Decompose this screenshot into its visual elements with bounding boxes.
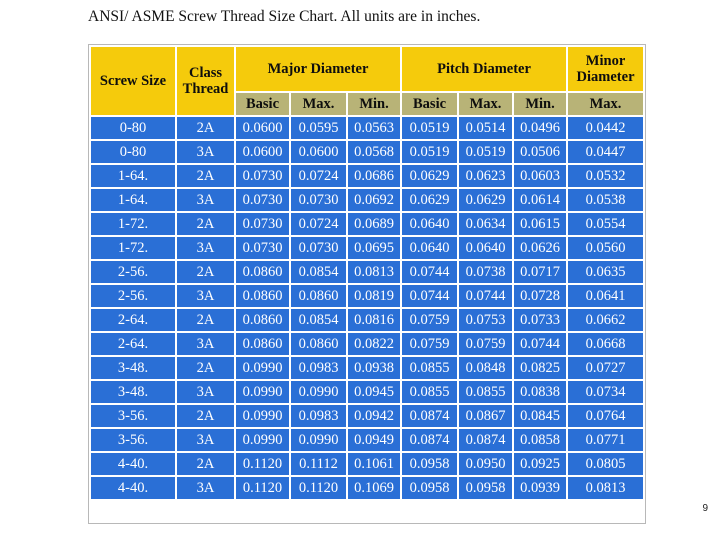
cell-major-min: 0.0945 xyxy=(348,381,400,403)
header-screw-size: Screw Size xyxy=(91,47,175,115)
cell-screw-size: 1-64. xyxy=(91,189,175,211)
chart-caption: ANSI/ ASME Screw Thread Size Chart. All units are in inches. xyxy=(88,8,481,25)
cell-screw-size: 1-72. xyxy=(91,237,175,259)
table-row xyxy=(91,453,643,475)
cell-major-basic: 0.0860 xyxy=(236,333,289,355)
cell-pitch-basic: 0.0874 xyxy=(402,405,457,427)
cell-major-basic: 0.1120 xyxy=(236,477,289,499)
cell-screw-size: 4-40. xyxy=(91,477,175,499)
table-row xyxy=(91,309,643,331)
cell-class-thread: 2A xyxy=(177,261,234,283)
table-row xyxy=(91,141,643,163)
cell-screw-size: 0-80 xyxy=(91,117,175,139)
cell-screw-size: 1-72. xyxy=(91,213,175,235)
cell-pitch-min: 0.0615 xyxy=(514,213,566,235)
cell-major-basic: 0.0730 xyxy=(236,237,289,259)
cell-minor-max: 0.0532 xyxy=(568,165,643,187)
cell-class-thread: 3A xyxy=(177,477,234,499)
table-row xyxy=(91,117,643,139)
subheader-major-basic: Basic xyxy=(236,93,289,115)
table-row xyxy=(91,285,643,307)
cell-pitch-min: 0.0728 xyxy=(514,285,566,307)
cell-pitch-min: 0.0496 xyxy=(514,117,566,139)
cell-minor-max: 0.0447 xyxy=(568,141,643,163)
subheader-major-min: Min. xyxy=(348,93,400,115)
cell-pitch-basic: 0.0855 xyxy=(402,381,457,403)
cell-major-basic: 0.0600 xyxy=(236,117,289,139)
cell-screw-size: 3-56. xyxy=(91,429,175,451)
cell-minor-max: 0.0727 xyxy=(568,357,643,379)
cell-pitch-min: 0.0845 xyxy=(514,405,566,427)
cell-class-thread: 2A xyxy=(177,357,234,379)
cell-class-thread: 2A xyxy=(177,405,234,427)
table-row xyxy=(91,189,643,211)
cell-major-max: 0.0990 xyxy=(291,381,346,403)
cell-class-thread: 3A xyxy=(177,141,234,163)
cell-class-thread: 2A xyxy=(177,309,234,331)
cell-pitch-min: 0.0744 xyxy=(514,333,566,355)
cell-class-thread: 3A xyxy=(177,189,234,211)
subheader-pitch-min: Min. xyxy=(514,93,566,115)
cell-major-min: 0.0938 xyxy=(348,357,400,379)
cell-pitch-min: 0.0603 xyxy=(514,165,566,187)
table-row xyxy=(91,165,643,187)
cell-pitch-basic: 0.0744 xyxy=(402,261,457,283)
cell-pitch-basic: 0.0519 xyxy=(402,117,457,139)
table-row xyxy=(91,237,643,259)
cell-screw-size: 4-40. xyxy=(91,453,175,475)
cell-pitch-max: 0.0744 xyxy=(459,285,512,307)
cell-pitch-max: 0.0867 xyxy=(459,405,512,427)
header-minor-diameter: Minor Diameter xyxy=(568,47,643,91)
cell-screw-size: 3-48. xyxy=(91,357,175,379)
cell-major-basic: 0.0600 xyxy=(236,141,289,163)
cell-minor-max: 0.0662 xyxy=(568,309,643,331)
table-row xyxy=(91,213,643,235)
cell-pitch-basic: 0.0519 xyxy=(402,141,457,163)
table-row xyxy=(91,477,643,499)
cell-screw-size: 3-56. xyxy=(91,405,175,427)
cell-pitch-min: 0.0925 xyxy=(514,453,566,475)
cell-major-basic: 0.0860 xyxy=(236,309,289,331)
cell-class-thread: 2A xyxy=(177,117,234,139)
cell-minor-max: 0.0641 xyxy=(568,285,643,307)
table-row xyxy=(91,381,643,403)
subheader-pitch-basic: Basic xyxy=(402,93,457,115)
cell-class-thread: 2A xyxy=(177,453,234,475)
cell-pitch-min: 0.0626 xyxy=(514,237,566,259)
cell-pitch-max: 0.0640 xyxy=(459,237,512,259)
table-row xyxy=(91,357,643,379)
cell-major-max: 0.0983 xyxy=(291,405,346,427)
cell-pitch-min: 0.0614 xyxy=(514,189,566,211)
cell-major-min: 0.0695 xyxy=(348,237,400,259)
cell-pitch-basic: 0.0759 xyxy=(402,309,457,331)
cell-pitch-min: 0.0506 xyxy=(514,141,566,163)
page-number: 9 xyxy=(702,503,708,514)
cell-minor-max: 0.0538 xyxy=(568,189,643,211)
cell-screw-size: 2-56. xyxy=(91,285,175,307)
cell-minor-max: 0.0560 xyxy=(568,237,643,259)
cell-pitch-max: 0.0629 xyxy=(459,189,512,211)
cell-pitch-max: 0.0950 xyxy=(459,453,512,475)
cell-minor-max: 0.0668 xyxy=(568,333,643,355)
cell-major-min: 0.0819 xyxy=(348,285,400,307)
cell-pitch-basic: 0.0744 xyxy=(402,285,457,307)
cell-major-min: 0.0813 xyxy=(348,261,400,283)
cell-screw-size: 3-48. xyxy=(91,381,175,403)
cell-major-max: 0.0724 xyxy=(291,213,346,235)
cell-pitch-max: 0.0759 xyxy=(459,333,512,355)
cell-pitch-max: 0.0514 xyxy=(459,117,512,139)
cell-pitch-basic: 0.0874 xyxy=(402,429,457,451)
cell-major-basic: 0.0860 xyxy=(236,285,289,307)
cell-pitch-basic: 0.0640 xyxy=(402,213,457,235)
cell-pitch-basic: 0.0855 xyxy=(402,357,457,379)
cell-pitch-basic: 0.0629 xyxy=(402,165,457,187)
cell-major-basic: 0.0990 xyxy=(236,405,289,427)
cell-minor-max: 0.0635 xyxy=(568,261,643,283)
cell-pitch-basic: 0.0759 xyxy=(402,333,457,355)
cell-pitch-basic: 0.0958 xyxy=(402,477,457,499)
cell-major-basic: 0.0990 xyxy=(236,357,289,379)
cell-major-min: 0.0692 xyxy=(348,189,400,211)
cell-major-min: 0.0563 xyxy=(348,117,400,139)
cell-major-min: 0.0942 xyxy=(348,405,400,427)
table-row xyxy=(91,405,643,427)
cell-pitch-max: 0.0848 xyxy=(459,357,512,379)
cell-class-thread: 3A xyxy=(177,429,234,451)
cell-screw-size: 0-80 xyxy=(91,141,175,163)
cell-major-basic: 0.0730 xyxy=(236,189,289,211)
cell-pitch-max: 0.0519 xyxy=(459,141,512,163)
cell-pitch-max: 0.0623 xyxy=(459,165,512,187)
cell-major-basic: 0.1120 xyxy=(236,453,289,475)
table-row xyxy=(91,333,643,355)
cell-pitch-basic: 0.0629 xyxy=(402,189,457,211)
cell-minor-max: 0.0554 xyxy=(568,213,643,235)
cell-pitch-max: 0.0634 xyxy=(459,213,512,235)
cell-pitch-max: 0.0874 xyxy=(459,429,512,451)
table-row xyxy=(91,261,643,283)
cell-screw-size: 2-64. xyxy=(91,333,175,355)
cell-pitch-min: 0.0733 xyxy=(514,309,566,331)
cell-major-max: 0.0730 xyxy=(291,189,346,211)
cell-pitch-max: 0.0753 xyxy=(459,309,512,331)
cell-major-max: 0.0990 xyxy=(291,429,346,451)
cell-pitch-min: 0.0939 xyxy=(514,477,566,499)
cell-major-min: 0.0686 xyxy=(348,165,400,187)
thread-size-table-container xyxy=(88,44,646,524)
cell-major-max: 0.0854 xyxy=(291,309,346,331)
subheader-major-max: Max. xyxy=(291,93,346,115)
header-pitch-diameter: Pitch Diameter xyxy=(402,47,566,91)
cell-minor-max: 0.0734 xyxy=(568,381,643,403)
cell-pitch-basic: 0.0640 xyxy=(402,237,457,259)
cell-pitch-max: 0.0738 xyxy=(459,261,512,283)
cell-major-max: 0.0595 xyxy=(291,117,346,139)
cell-pitch-min: 0.0825 xyxy=(514,357,566,379)
header-major-diameter: Major Diameter xyxy=(236,47,400,91)
cell-screw-size: 1-64. xyxy=(91,165,175,187)
cell-major-max: 0.0724 xyxy=(291,165,346,187)
cell-class-thread: 3A xyxy=(177,333,234,355)
cell-major-max: 0.0854 xyxy=(291,261,346,283)
cell-major-max: 0.1112 xyxy=(291,453,346,475)
subheader-minor-max: Max. xyxy=(568,93,643,115)
cell-major-max: 0.0983 xyxy=(291,357,346,379)
cell-minor-max: 0.0805 xyxy=(568,453,643,475)
cell-major-max: 0.0730 xyxy=(291,237,346,259)
cell-pitch-min: 0.0858 xyxy=(514,429,566,451)
cell-minor-max: 0.0771 xyxy=(568,429,643,451)
cell-major-min: 0.0822 xyxy=(348,333,400,355)
cell-pitch-max: 0.0958 xyxy=(459,477,512,499)
cell-major-max: 0.0860 xyxy=(291,285,346,307)
cell-screw-size: 2-56. xyxy=(91,261,175,283)
thread-size-table xyxy=(89,45,645,501)
cell-major-min: 0.0689 xyxy=(348,213,400,235)
cell-class-thread: 3A xyxy=(177,237,234,259)
cell-major-max: 0.0860 xyxy=(291,333,346,355)
cell-major-basic: 0.0860 xyxy=(236,261,289,283)
cell-major-basic: 0.0730 xyxy=(236,165,289,187)
cell-pitch-min: 0.0717 xyxy=(514,261,566,283)
cell-major-min: 0.1069 xyxy=(348,477,400,499)
cell-minor-max: 0.0813 xyxy=(568,477,643,499)
cell-major-min: 0.1061 xyxy=(348,453,400,475)
table-row xyxy=(91,429,643,451)
table-body xyxy=(91,117,643,499)
cell-major-min: 0.0816 xyxy=(348,309,400,331)
cell-pitch-basic: 0.0958 xyxy=(402,453,457,475)
cell-screw-size: 2-64. xyxy=(91,309,175,331)
cell-major-basic: 0.0990 xyxy=(236,429,289,451)
cell-minor-max: 0.0764 xyxy=(568,405,643,427)
cell-class-thread: 3A xyxy=(177,285,234,307)
cell-minor-max: 0.0442 xyxy=(568,117,643,139)
cell-class-thread: 2A xyxy=(177,165,234,187)
subheader-pitch-max: Max. xyxy=(459,93,512,115)
cell-class-thread: 3A xyxy=(177,381,234,403)
cell-major-min: 0.0568 xyxy=(348,141,400,163)
cell-pitch-min: 0.0838 xyxy=(514,381,566,403)
cell-class-thread: 2A xyxy=(177,213,234,235)
cell-major-basic: 0.0990 xyxy=(236,381,289,403)
header-class-thread: Class Thread xyxy=(177,47,234,115)
cell-major-max: 0.1120 xyxy=(291,477,346,499)
cell-major-max: 0.0600 xyxy=(291,141,346,163)
cell-major-min: 0.0949 xyxy=(348,429,400,451)
cell-pitch-max: 0.0855 xyxy=(459,381,512,403)
cell-major-basic: 0.0730 xyxy=(236,213,289,235)
